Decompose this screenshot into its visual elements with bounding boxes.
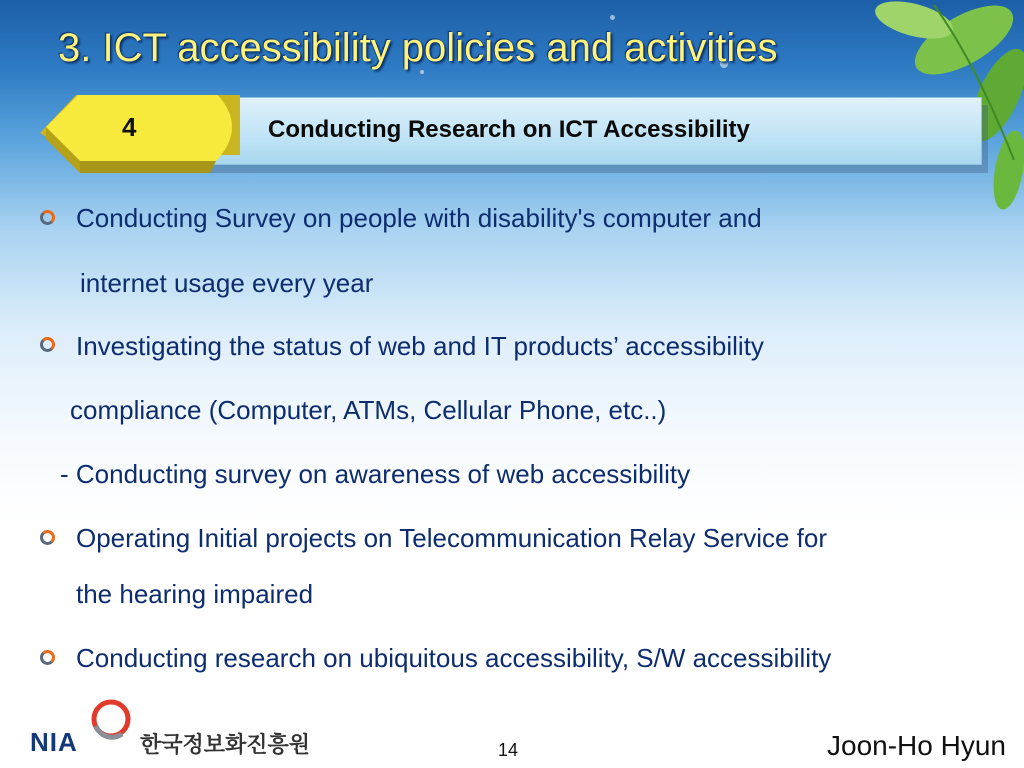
sparkle-decoration: [610, 15, 615, 20]
bullet-icon: [40, 210, 55, 225]
bullet-text: Operating Initial projects on Telecommunication Relay Service for: [76, 523, 827, 553]
section-heading: Conducting Research on ICT Accessibility: [268, 116, 750, 143]
page-number: 14: [498, 740, 519, 760]
bullet-text: Investigating the status of web and IT products’ accessibility: [76, 331, 764, 361]
bullet-text: Conducting Survey on people with disability's computer and: [76, 203, 762, 233]
section-number-badge: [40, 95, 260, 175]
bullet-text-continued: the hearing impaired: [76, 579, 314, 609]
bullet-icon: [40, 337, 55, 352]
bullet-text-continued: internet usage every year: [80, 268, 374, 298]
slide-title: 3. ICT accessibility policies and activities: [58, 26, 778, 70]
section-number: 4: [122, 112, 137, 142]
organization-name: 한국정보화진흥원: [140, 732, 311, 757]
nia-logo-text: NIA: [30, 727, 78, 757]
author-name: Joon-Ho Hyun: [827, 730, 1006, 761]
bullet-icon: [40, 530, 55, 545]
bullet-text-continued: compliance (Computer, ATMs, Cellular Phone, etc..): [70, 395, 667, 425]
bullet-text: Conducting research on ubiquitous accessibility, S/W accessibility: [76, 643, 832, 673]
nia-logo-icon: [88, 696, 134, 742]
sub-item-text: - Conducting survey on awareness of web accessibility: [60, 459, 691, 489]
bullet-icon: [40, 650, 55, 665]
